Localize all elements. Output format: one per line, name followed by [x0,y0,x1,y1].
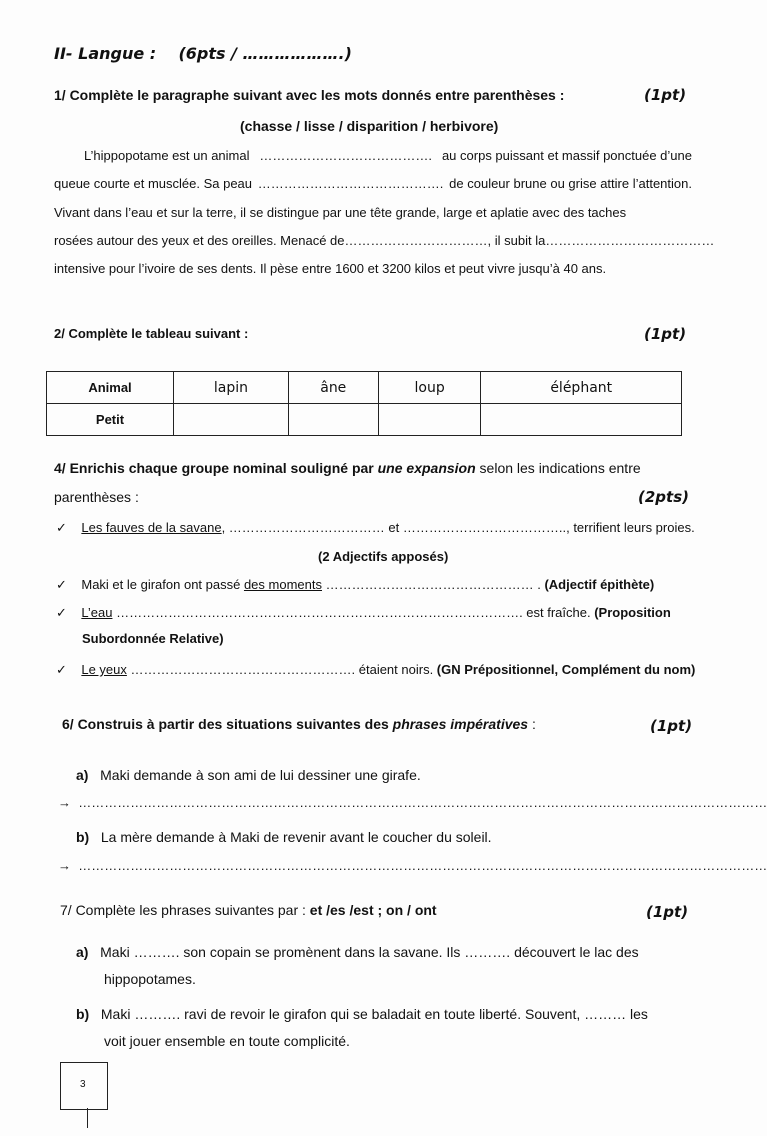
q7-header: 7/ Complète les phrases suivantes par : et /es /est ; on / ont [60,902,437,918]
q4-item-1-note: (2 Adjectifs apposés) [318,549,449,564]
q4-item-4: ✓ Le yeux ……………………………………………. étaient noirs. (GN Prépositionnel, Complément du nom) [56,662,696,677]
q6-answer-a[interactable]: → …………………………………………………………………………………………………………………………………………… [58,795,767,810]
table-header-animal: Animal [47,372,174,404]
arrow-icon: → [58,795,71,810]
q4-item-3-note: Subordonnée Relative) [82,631,224,646]
table-answer-cell[interactable] [174,404,289,436]
arrow-icon: → [58,858,71,873]
table-answer-cell[interactable] [288,404,378,436]
table-cell-animal: âne [288,372,378,404]
q2-points: (1pt) [644,325,687,343]
q4-item-2: ✓ Maki et le girafon ont passé des moments ………………………………………… . (Adjectif épithète) [56,577,655,592]
q7-item-b-line-2: voit jouer ensemble en toute complicité. [104,1033,350,1049]
check-icon: ✓ [56,577,67,592]
q7-points: (1pt) [646,903,689,921]
table-row [47,372,682,404]
q6-header: 6/ Construis à partir des situations suivantes des phrases impératives : [62,716,536,732]
section-title: II- Langue : (6pts / ……………….) [54,44,352,63]
table-row [47,404,682,436]
table-header-petit: Petit [47,404,174,436]
q6-item-a: a) Maki demande à son ami de lui dessiner une girafe. [76,767,421,783]
q4-item-1: ✓ Les fauves de la savane, ……………………………… et ……………………………….., terrifient leurs proies. [56,520,695,535]
check-icon: ✓ [56,605,67,620]
q1-line-4: rosées autour des yeux et des oreilles. Menacé de …………………………… , il subit la ………………………………… [54,233,715,248]
q6-item-b: b) La mère demande à Maki de revenir avant le coucher du soleil. [76,829,492,845]
q4-item-3: ✓ L’eau …………………………………………………………………………………. est fraîche. (Proposition [56,605,671,620]
q1-line-5: intensive pour l’ivoire de ses dents. Il pèse entre 1600 et 3200 kilos et peut vivre jusqu’à 40 ans. [54,261,607,276]
q4-points: (2pts) [638,488,689,506]
table-cell-animal: loup [378,372,481,404]
q6-answer-b[interactable]: → …………………………………………………………………………………………………………………………………………… [58,858,767,873]
q7-item-b: b) Maki ………. ravi de revoir le girafon qui se baladait en toute liberté. Souvent, ……… les [76,1006,648,1022]
q4-header: 4/ Enrichis chaque groupe nominal souligné par une expansion selon les indications entre [54,460,641,476]
check-icon: ✓ [56,662,67,677]
q2-header: 2/ Complète le tableau suivant : [54,326,249,341]
q1-header: 1/ Complète le paragraphe suivant avec les mots donnés entre parenthèses : [54,87,565,103]
q4-header-line-2: parenthèses : [54,489,139,505]
table-answer-cell[interactable] [481,404,682,436]
q1-points: (1pt) [644,86,687,104]
q7-item-a-line-2: hippopotames. [104,971,196,987]
check-icon: ✓ [56,520,67,535]
q1-word-list: (chasse / lisse / disparition / herbivore) [240,118,499,134]
q1-line-1: L’hippopotame est un animal …………………………………. au corps puissant et massif ponctuée d’une [84,148,692,163]
q6-points: (1pt) [650,717,693,735]
table-cell-animal: lapin [174,372,289,404]
page-number: 3 [80,1079,86,1090]
table-answer-cell[interactable] [378,404,481,436]
animal-table [46,371,682,436]
q7-item-a: a) Maki ………. son copain se promènent dans la savane. Ils ………. découvert le lac des [76,944,639,960]
table-cell-animal: éléphant [481,372,682,404]
page-number-box [60,1062,108,1110]
q1-line-2: queue courte et musclée. Sa peau ……………………………………. de couleur brune ou grise attire l’attention. [54,176,692,191]
q1-line-3: Vivant dans l’eau et sur la terre, il se distingue par une tête grande, large et aplatie avec des taches [54,205,627,220]
page-number-stem [87,1108,88,1128]
